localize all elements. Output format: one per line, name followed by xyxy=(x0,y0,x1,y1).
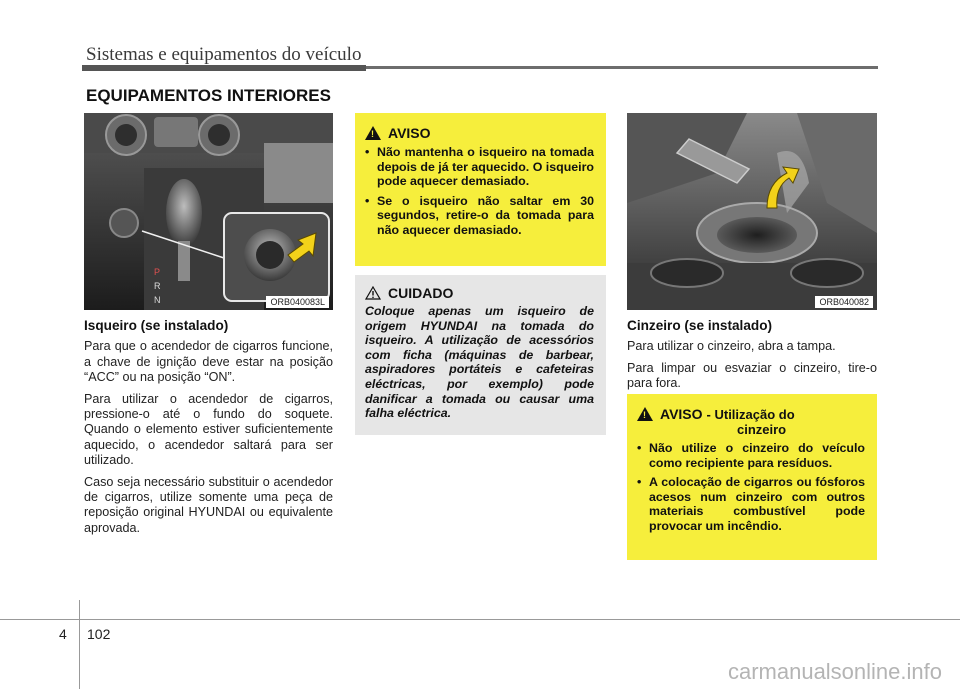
chapter-header-title: Sistemas e equipamentos do veículo xyxy=(86,44,362,65)
lighter-heading: Isqueiro (se instalado) xyxy=(84,318,229,333)
lighter-photo-illustration xyxy=(84,113,333,310)
lighter-paragraph: Caso seja necessário substituir o acendedor de cigarros, utilize somente uma peça de reposição original HYUNDAI ou equivalente aprovada. xyxy=(84,474,333,535)
caution-box-lighter xyxy=(355,275,606,435)
section-title: EQUIPAMENTOS INTERIORES xyxy=(86,86,331,105)
caution-text: Coloque apenas um isqueiro de origem HYUNDAI na tomada do isqueiro. A utilização de acessórios com ficha (máquinas de barbear, aspiradores portáteis e cafeteiras eléctricas, por exemplo) pode danificar a tomada ou causar uma falha eléctrica. xyxy=(365,304,594,421)
ashtray-paragraph: Para limpar ou esvaziar o cinzeiro, tire-o para fora. xyxy=(627,360,877,391)
ashtray-photo-illustration xyxy=(627,113,877,310)
warning-box-lighter xyxy=(355,113,606,266)
warning-item: • A colocação de cigarros ou fósforos acesos num cinzeiro com outros materiais combustível pode provocar um incêndio. xyxy=(637,475,865,533)
warning-subtitle: - Utilização do xyxy=(706,406,795,422)
warning-item: • Se o isqueiro não saltar em 30 segundos, retire-o da tomada para não aquecer demasiado. xyxy=(365,194,594,238)
header-rule-accent xyxy=(82,65,366,71)
warning-title-text: AVISO xyxy=(660,406,703,422)
lighter-paragraph: Para que o acendedor de cigarros funcione, a chave de ignição deve estar na posição “ACC” ou na posição “ON”. xyxy=(84,339,333,385)
warning-title-text: AVISO xyxy=(388,125,431,141)
warning-triangle-icon xyxy=(365,126,381,140)
warning-list xyxy=(365,145,594,238)
warning-item: • Não utilize o cinzeiro do veículo como recipiente para resíduos. xyxy=(637,441,865,470)
lighter-section xyxy=(84,318,333,542)
lighter-paragraph: Para utilizar o acendedor de cigarros, pressione-o até o fundo do soquete. Quando o elemento estiver suficientemente aquecido, o acendedor saltará para ser utilizado. xyxy=(84,391,333,468)
footer-divider xyxy=(79,600,80,689)
photo-caption: ORB040082 xyxy=(815,296,873,308)
gear-label-n: N xyxy=(154,295,161,305)
warning-title xyxy=(365,125,594,141)
caution-triangle-icon xyxy=(365,286,381,300)
ashtray-section xyxy=(627,318,877,398)
ashtray-photo xyxy=(627,113,877,310)
warning-item: • Não mantenha o isqueiro na tomada depois de já ter aquecido. O isqueiro pode aquecer demasiado. xyxy=(365,145,594,189)
footer-rule xyxy=(0,619,960,620)
ashtray-heading: Cinzeiro (se instalado) xyxy=(627,318,773,333)
watermark: carmanualsonline.info xyxy=(727,659,942,684)
page-chapter-number: 4 xyxy=(59,626,67,642)
gear-label-r: R xyxy=(154,281,161,291)
caution-title xyxy=(365,285,594,301)
lighter-photo xyxy=(84,113,333,310)
warning-triangle-icon xyxy=(637,407,653,421)
photo-caption: ORB040083L xyxy=(266,296,329,308)
ashtray-paragraph: Para utilizar o cinzeiro, abra a tampa. xyxy=(627,339,836,354)
warning-subtitle-line2: cinzeiro xyxy=(737,422,787,437)
page-number: 102 xyxy=(87,626,111,642)
warning-list xyxy=(637,441,865,534)
caution-title-text: CUIDADO xyxy=(388,285,454,301)
warning-title xyxy=(637,406,865,422)
gear-label-p: P xyxy=(154,267,161,277)
warning-box-ashtray xyxy=(627,394,877,560)
